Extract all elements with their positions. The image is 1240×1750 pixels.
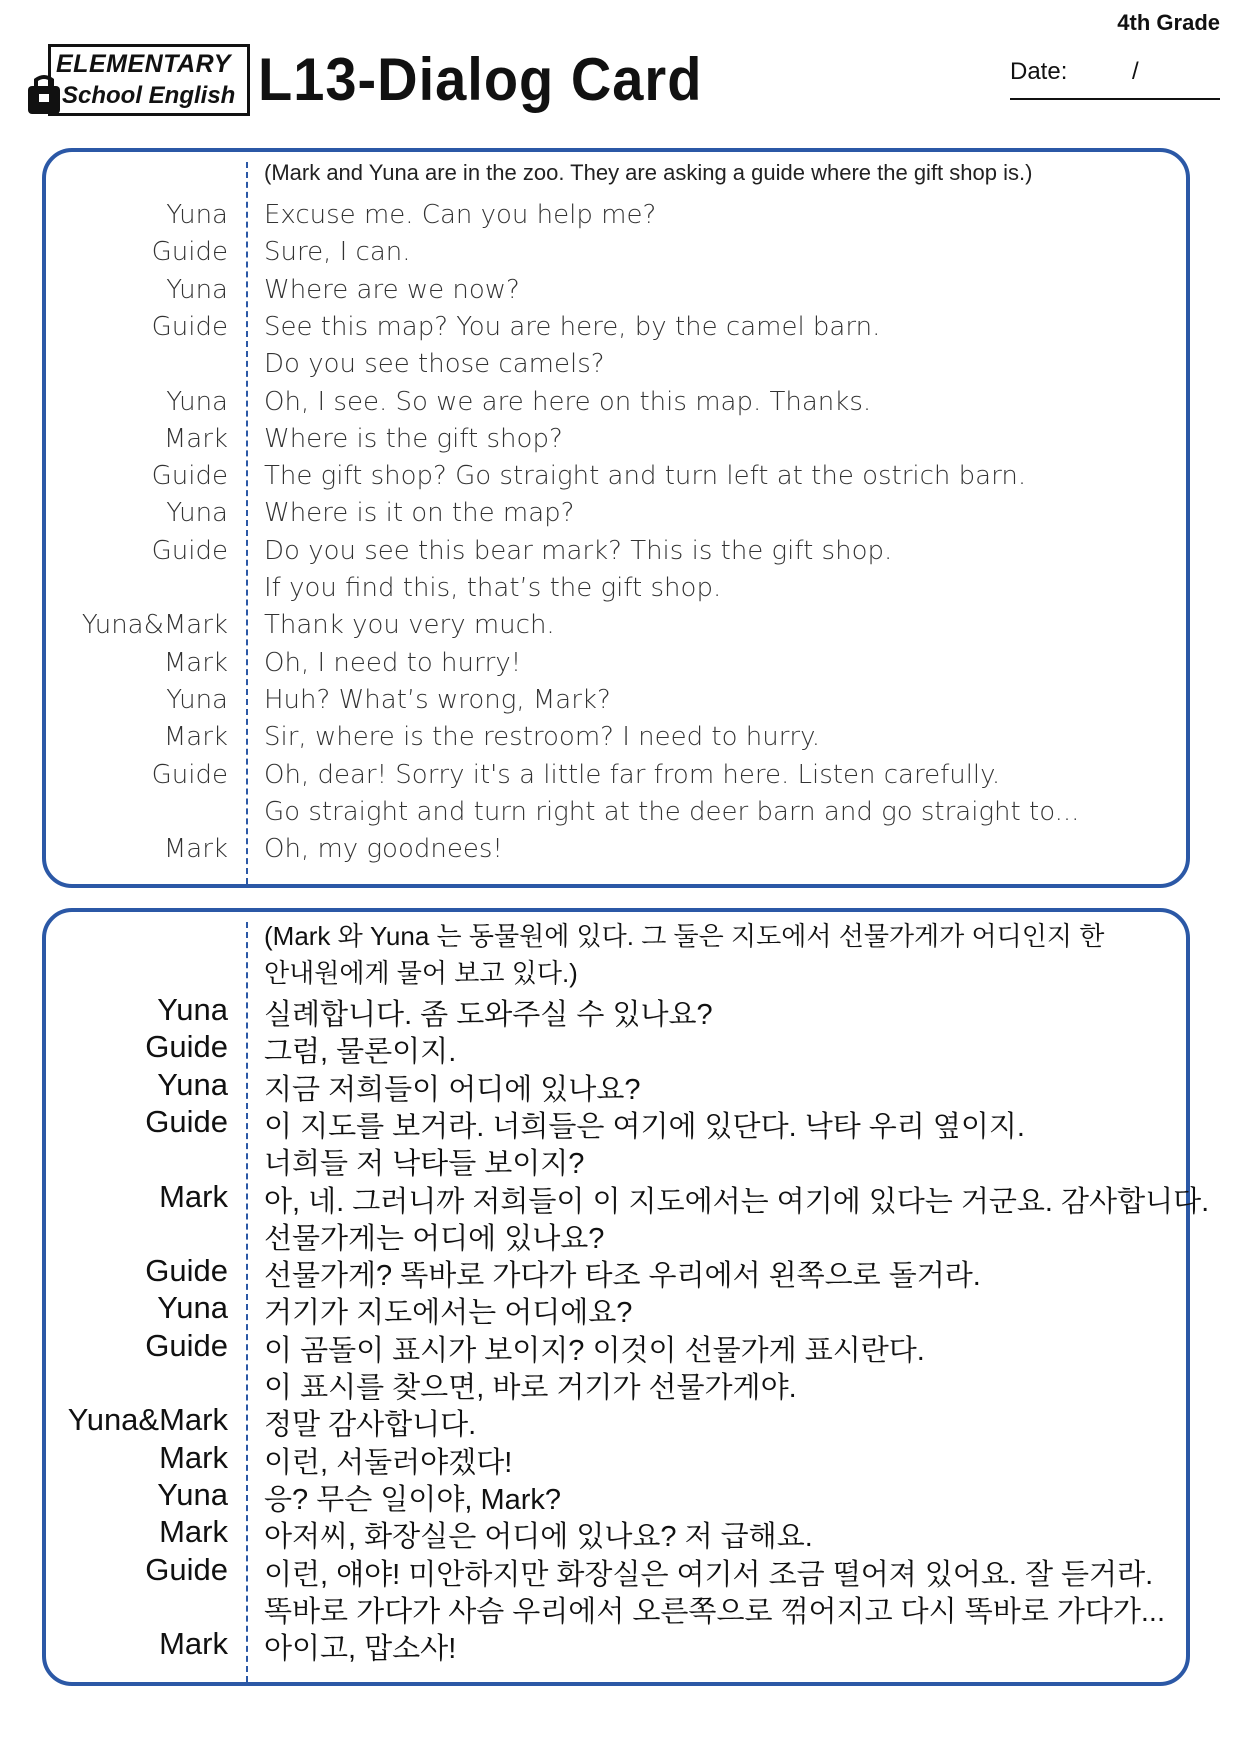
speaker-name: Mark xyxy=(163,423,228,454)
date-label: Date: xyxy=(1010,58,1068,85)
dialog-text: Oh, dear! Sorry it's a little far from here. Listen carefully. xyxy=(264,759,1001,790)
dialog-line xyxy=(46,793,1186,830)
date-field xyxy=(1010,58,1220,100)
speaker-name: Yuna xyxy=(166,274,228,305)
date-separator: / xyxy=(1132,58,1139,85)
dialog-line xyxy=(46,1177,1210,1218)
dialog-line xyxy=(46,1214,1186,1255)
speaker-name: Mark xyxy=(159,1514,228,1550)
scene-note-line2: 안내원에게 물어 보고 있다.) xyxy=(264,958,578,988)
dialog-text: 실례합니다. 좀 도와주실 수 있나요? xyxy=(264,999,713,1031)
speaker-name: Yuna&Mark xyxy=(81,610,228,641)
dialog-line xyxy=(46,345,1186,382)
dialog-line xyxy=(46,1550,1186,1591)
speaker-name: Mark xyxy=(159,1178,228,1214)
dialog-text: Oh, I need to hurry! xyxy=(264,647,522,678)
dialog-text: Do you see this bear mark? This is the gift shop. xyxy=(264,535,893,566)
dialog-text: 똑바로 가다가 사슴 우리에서 오른쪽으로 꺾어지고 다시 똑바로 가다가... xyxy=(264,1595,1166,1628)
dialog-text: Thank you very much. xyxy=(264,610,555,641)
dialog-line xyxy=(46,308,1186,345)
dialog-line xyxy=(46,756,1186,793)
dialog-line xyxy=(46,990,1186,1031)
speaker-name: Guide xyxy=(145,1253,228,1289)
dialog-text: Huh? What’s wrong, Mark? xyxy=(264,684,611,715)
speaker-name: Yuna xyxy=(166,200,228,230)
dialog-line xyxy=(46,718,1186,755)
dialog-text: 선물가게? 똑바로 가다가 타조 우리에서 왼쪽으로 돌거라. xyxy=(264,1260,981,1293)
dialog-line xyxy=(46,1102,1186,1143)
dialog-line xyxy=(46,196,1186,233)
dialog-text: 정말 감사합니다. xyxy=(264,1409,477,1442)
dialog-text: Where is the gift shop? xyxy=(264,423,563,454)
dialog-text: 아이고, 맙소사! xyxy=(264,1633,457,1666)
speaker-name: Yuna xyxy=(166,386,228,417)
dialog-line xyxy=(46,569,1186,606)
speaker-name: Guide xyxy=(145,1103,228,1139)
speaker-name: Yuna xyxy=(157,1066,228,1102)
dialog-text: Oh, my goodnees! xyxy=(264,834,503,865)
dialog-line xyxy=(46,1363,1186,1404)
dialog-text: 거기가 지도에서는 어디에요? xyxy=(264,1297,633,1330)
speaker-name: Guide xyxy=(145,1029,228,1065)
dialog-line xyxy=(46,830,1186,867)
dialog-text: Excuse me. Can you help me? xyxy=(264,200,657,230)
dialog-line xyxy=(46,532,1186,569)
dialog-line xyxy=(46,1475,1186,1516)
scene-note-line1: (Mark 와 Yuna 는 동물원에 있다. 그 둘은 지도에서 선물가게가 어디인지 한 xyxy=(264,921,1105,951)
english-dialog-card xyxy=(42,148,1190,888)
dialog-text: 너희들 저 낙타들 보이지? xyxy=(264,1148,585,1181)
dialog-text: Do you see those camels? xyxy=(264,349,605,380)
dialog-text: Where is it on the map? xyxy=(264,498,575,529)
dialog-line xyxy=(46,383,1186,420)
dialog-line xyxy=(46,1326,1186,1367)
page-title: L13-Dialog Card xyxy=(258,45,703,114)
speaker-name: Guide xyxy=(151,535,228,566)
dialog-line xyxy=(46,271,1186,308)
dialog-line xyxy=(46,457,1186,494)
speaker-name: Guide xyxy=(151,237,228,268)
speaker-name: Guide xyxy=(151,759,228,790)
speaker-name: Mark xyxy=(163,647,228,678)
dialog-text: 아, 네. 그러니까 저희들이 이 지도에서는 여기에 있다는 거군요. 감사합니다. xyxy=(264,1185,1210,1218)
logo-text-school-english: School English xyxy=(62,82,236,109)
dialog-text: See this map? You are here, by the camel barn. xyxy=(264,311,881,342)
dialog-line xyxy=(46,681,1186,718)
dialog-line xyxy=(46,1065,1186,1106)
dialog-text: 선물가게는 어디에 있나요? xyxy=(264,1222,605,1255)
dialog-line xyxy=(46,1251,1186,1293)
speaker-name: Guide xyxy=(145,1327,228,1363)
dialog-text: 이런, 서둘러야겠다! xyxy=(264,1446,513,1479)
dialog-line xyxy=(46,494,1186,531)
speaker-name: Yuna xyxy=(157,1476,228,1512)
scene-note: (Mark and Yuna are in the zoo. They are asking a guide where the gift shop is.) xyxy=(264,160,1033,185)
dialog-text: 지금 저희들이 어디에 있나요? xyxy=(264,1073,641,1106)
school-bag-icon xyxy=(22,74,66,118)
dialog-line xyxy=(46,1288,1186,1330)
dialog-text: Oh, I see. So we are here on this map. Thanks. xyxy=(264,386,872,417)
dialog-text: 이런, 얘야! 미안하지만 화장실은 여기서 조금 떨어져 있어요. 잘 듣거라. xyxy=(264,1558,1154,1591)
dialog-line xyxy=(46,1400,1186,1442)
dialog-text: The gift shop? Go straight and turn left at the ostrich barn. xyxy=(264,461,1027,492)
dialog-text: Where are we now? xyxy=(264,274,520,305)
dialog-line xyxy=(46,1624,1186,1666)
speaker-name: Yuna xyxy=(166,498,228,529)
dialog-text: Sure, I can. xyxy=(264,237,411,268)
speaker-name: Yuna xyxy=(166,684,228,715)
dialog-text: 이 곰돌이 표시가 보이지? 이것이 선물가게 표시란다. xyxy=(264,1334,925,1367)
speaker-name: Yuna xyxy=(157,992,228,1027)
korean-dialog-card xyxy=(42,908,1210,1686)
school-english-logo xyxy=(22,44,250,118)
dialog-line xyxy=(46,1027,1186,1069)
dialog-text: 아저씨, 화장실은 어디에 있나요? 저 급해요. xyxy=(264,1521,813,1554)
speaker-name: Guide xyxy=(145,1551,228,1587)
dialog-line xyxy=(46,1139,1186,1181)
speaker-name: Mark xyxy=(163,722,228,753)
speaker-name: Yuna xyxy=(157,1290,228,1326)
logo-text-elementary: ELEMENTARY xyxy=(56,50,231,78)
dialog-text: 응? 무슨 일이야, Mark? xyxy=(264,1483,562,1516)
dialog-text: Go straight and turn right at the deer barn and go straight to... xyxy=(264,796,1080,827)
speaker-name: Yuna&Mark xyxy=(67,1402,228,1438)
dialog-text: If you find this, that’s the gift shop. xyxy=(264,573,722,603)
dialog-line xyxy=(46,233,1186,270)
dialog-text: 그럼, 물론이지. xyxy=(264,1036,457,1069)
dialog-text: 이 지도를 보거라. 너희들은 여기에 있단다. 낙타 우리 옆이지. xyxy=(264,1110,1025,1143)
speaker-name: Guide xyxy=(151,311,228,342)
speaker-name: Mark xyxy=(159,1626,228,1662)
dialog-line xyxy=(46,1587,1186,1628)
speaker-name: Mark xyxy=(163,834,228,865)
dialog-line xyxy=(46,1438,1186,1479)
dialog-line xyxy=(46,606,1186,643)
speaker-name: Mark xyxy=(159,1439,228,1475)
dialog-line xyxy=(46,644,1186,681)
dialog-line xyxy=(46,420,1186,457)
dialog-line xyxy=(46,1512,1186,1554)
grade-label: 4th Grade xyxy=(1117,10,1220,35)
dialog-text: Sir, where is the restroom? I need to hurry. xyxy=(264,722,821,753)
speaker-name: Guide xyxy=(151,461,228,492)
dialog-text: 이 표시를 찾으면, 바로 거기가 선물가게야. xyxy=(264,1372,797,1404)
